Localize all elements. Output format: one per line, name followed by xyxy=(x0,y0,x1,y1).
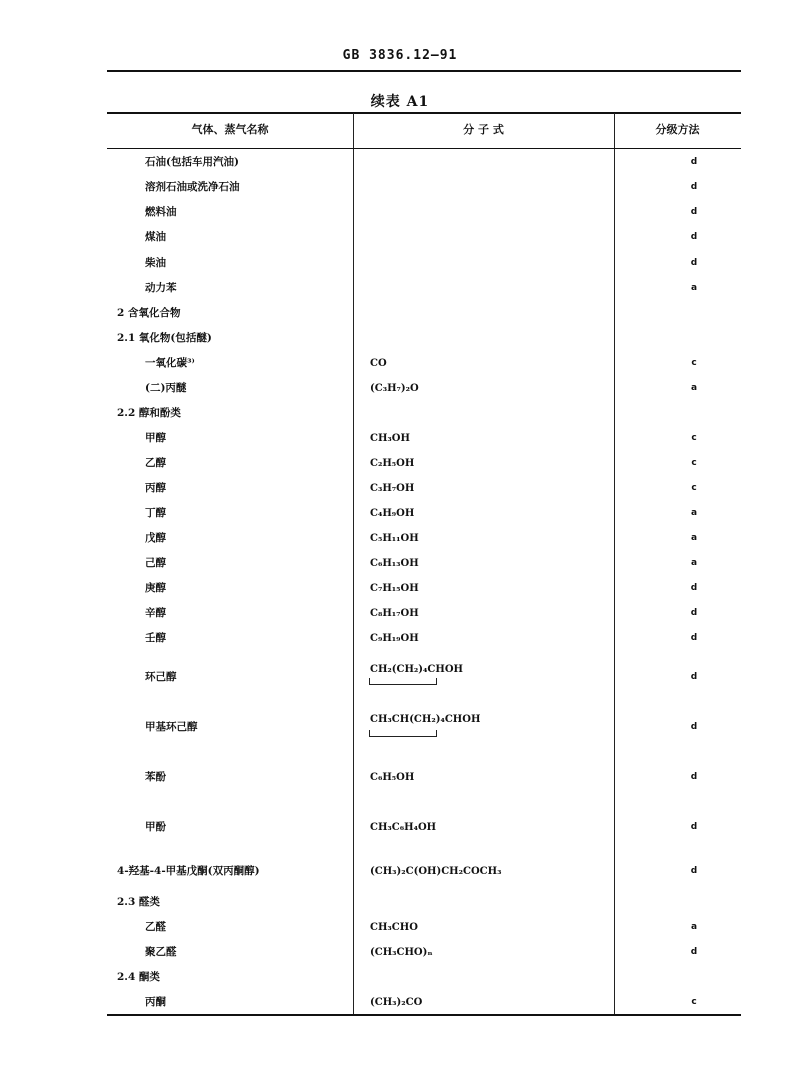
row-method: d xyxy=(690,181,698,192)
table-row xyxy=(107,501,741,526)
row-method xyxy=(615,890,773,915)
row-method: a xyxy=(690,921,698,932)
row-name: 一氧化碳³⁾ xyxy=(145,356,195,369)
row-name: 己醇 xyxy=(145,556,166,569)
row-method: d xyxy=(690,582,698,593)
row-formula: CH₃OH xyxy=(370,432,410,444)
row-method: d xyxy=(690,206,698,217)
table-row xyxy=(107,990,741,1015)
row-method: d xyxy=(690,821,698,832)
row-name: (二)丙醚 xyxy=(145,381,187,394)
row-name: 动力苯 xyxy=(145,281,177,294)
row-name: 石油(包括车用汽油) xyxy=(145,155,239,168)
row-name: 2.4 酮类 xyxy=(117,970,160,983)
row-method: d xyxy=(690,721,698,732)
row-formula: C₇H₁₅OH xyxy=(370,582,419,594)
table-row xyxy=(107,707,741,732)
row-method xyxy=(615,301,773,326)
row-formula xyxy=(370,326,610,351)
row-method: d xyxy=(690,865,698,876)
row-name: 乙醇 xyxy=(145,456,166,469)
row-method: d xyxy=(690,671,698,682)
row-name: 丁醇 xyxy=(145,506,166,519)
row-formula: C₉H₁₉OH xyxy=(370,632,419,644)
row-method: a xyxy=(690,507,698,518)
row-name: 丙酮 xyxy=(145,995,166,1008)
table-row xyxy=(107,576,741,601)
row-formula: (CH₃)₂CO xyxy=(370,996,423,1008)
row-name: 丙醇 xyxy=(145,481,166,494)
row-formula xyxy=(370,276,610,301)
table-row xyxy=(107,276,741,301)
row-formula xyxy=(370,251,610,276)
row-formula: C₆H₅OH xyxy=(370,771,415,783)
row-formula xyxy=(370,175,610,200)
row-name: 聚乙醛 xyxy=(145,945,177,958)
row-name: 庚醇 xyxy=(145,581,166,594)
row-name: 2 含氧化合物 xyxy=(117,306,181,319)
row-name: 壬醇 xyxy=(145,631,166,644)
table-row xyxy=(107,626,741,651)
table-row xyxy=(107,601,741,626)
row-name: 戊醇 xyxy=(145,531,166,544)
row-formula: CH₂(CH₂)₄CHOH xyxy=(370,663,463,675)
row-formula: (CH₃CHO)ₙ xyxy=(370,946,433,958)
row-formula: C₆H₁₃OH xyxy=(370,557,419,569)
table-row xyxy=(107,225,741,250)
row-method: c xyxy=(691,482,697,493)
row-formula xyxy=(370,965,610,990)
row-method: d xyxy=(690,156,698,167)
row-name: 4-羟基-4-甲基戊酮(双丙酮醇) xyxy=(117,864,260,877)
row-formula: CH₃C₆H₄OH xyxy=(370,821,437,833)
table-row xyxy=(107,859,741,884)
table-row xyxy=(107,915,741,940)
column-header-formula: 分 子 式 xyxy=(463,123,504,136)
row-method: a xyxy=(690,382,698,393)
header-rule xyxy=(107,70,741,72)
page-header: GB 3836.12—91 xyxy=(342,48,458,63)
column-header-name: 气体、蒸气名称 xyxy=(191,123,269,136)
ring-bracket-methylcyclohexanol xyxy=(369,730,437,737)
row-formula xyxy=(370,401,610,426)
row-name: 苯酚 xyxy=(145,770,166,783)
table-row xyxy=(107,426,741,451)
table-row xyxy=(107,815,741,840)
row-method xyxy=(615,965,773,990)
row-method: d xyxy=(690,607,698,618)
row-name: 环己醇 xyxy=(145,670,177,683)
row-method: a xyxy=(690,282,698,293)
row-name: 甲酚 xyxy=(145,820,166,833)
row-formula: C₅H₁₁OH xyxy=(370,532,419,544)
row-name: 乙醛 xyxy=(145,920,166,933)
row-formula: CO xyxy=(370,357,387,369)
table-row xyxy=(107,476,741,501)
table-row xyxy=(107,551,741,576)
table-row xyxy=(107,451,741,476)
row-name: 甲醇 xyxy=(145,431,166,444)
row-formula xyxy=(370,200,610,225)
row-formula: (CH₃)₂C(OH)CH₂COCH₃ xyxy=(370,865,502,877)
row-name: 辛醇 xyxy=(145,606,166,619)
row-method: d xyxy=(690,231,698,242)
table-row xyxy=(107,251,741,276)
row-formula: C₄H₉OH xyxy=(370,507,415,519)
row-method: c xyxy=(691,432,697,443)
table-title: 续表 A1 xyxy=(370,94,430,110)
row-method: a xyxy=(690,557,698,568)
row-formula xyxy=(370,150,610,175)
row-method: a xyxy=(690,532,698,543)
table-row xyxy=(107,965,741,990)
table-row xyxy=(107,351,741,376)
row-formula xyxy=(370,890,610,915)
table-row xyxy=(107,526,741,551)
table-row xyxy=(107,150,741,175)
row-method: c xyxy=(691,996,697,1007)
table-row xyxy=(107,326,741,351)
row-formula: CH₃CHO xyxy=(370,921,418,933)
row-method: d xyxy=(690,257,698,268)
table-top-rule xyxy=(107,112,741,114)
row-method: c xyxy=(691,457,697,468)
table-row xyxy=(107,401,741,426)
row-formula: C₈H₁₇OH xyxy=(370,607,419,619)
row-name: 2.3 醛类 xyxy=(117,895,160,908)
row-name: 甲基环己醇 xyxy=(145,720,198,733)
row-name: 2.1 氧化物(包括醚) xyxy=(117,331,212,344)
row-method: d xyxy=(690,946,698,957)
row-name: 柴油 xyxy=(145,256,166,269)
row-method: d xyxy=(690,771,698,782)
column-header-method: 分级方法 xyxy=(655,123,700,136)
table-row xyxy=(107,940,741,965)
row-formula xyxy=(370,225,610,250)
row-formula: C₂H₅OH xyxy=(370,457,415,469)
table-row xyxy=(107,301,741,326)
row-method: d xyxy=(690,632,698,643)
ring-bracket-cyclohexanol xyxy=(369,678,437,685)
table-row xyxy=(107,200,741,225)
row-formula: C₃H₇OH xyxy=(370,482,415,494)
row-formula: (C₃H₇)₂O xyxy=(370,382,419,394)
table-row xyxy=(107,175,741,200)
row-method: c xyxy=(691,357,697,368)
row-formula: CH₃CH(CH₂)₄CHOH xyxy=(370,713,481,725)
row-method xyxy=(615,401,773,426)
row-name: 煤油 xyxy=(145,230,166,243)
table-row xyxy=(107,376,741,401)
table-row xyxy=(107,765,741,790)
row-name: 溶剂石油或洗净石油 xyxy=(145,180,240,193)
table-bottom-rule xyxy=(107,1014,741,1016)
row-name: 2.2 醇和酚类 xyxy=(117,406,181,419)
row-name: 燃料油 xyxy=(145,205,177,218)
row-formula xyxy=(370,301,610,326)
table-row xyxy=(107,890,741,915)
row-method xyxy=(615,326,773,351)
